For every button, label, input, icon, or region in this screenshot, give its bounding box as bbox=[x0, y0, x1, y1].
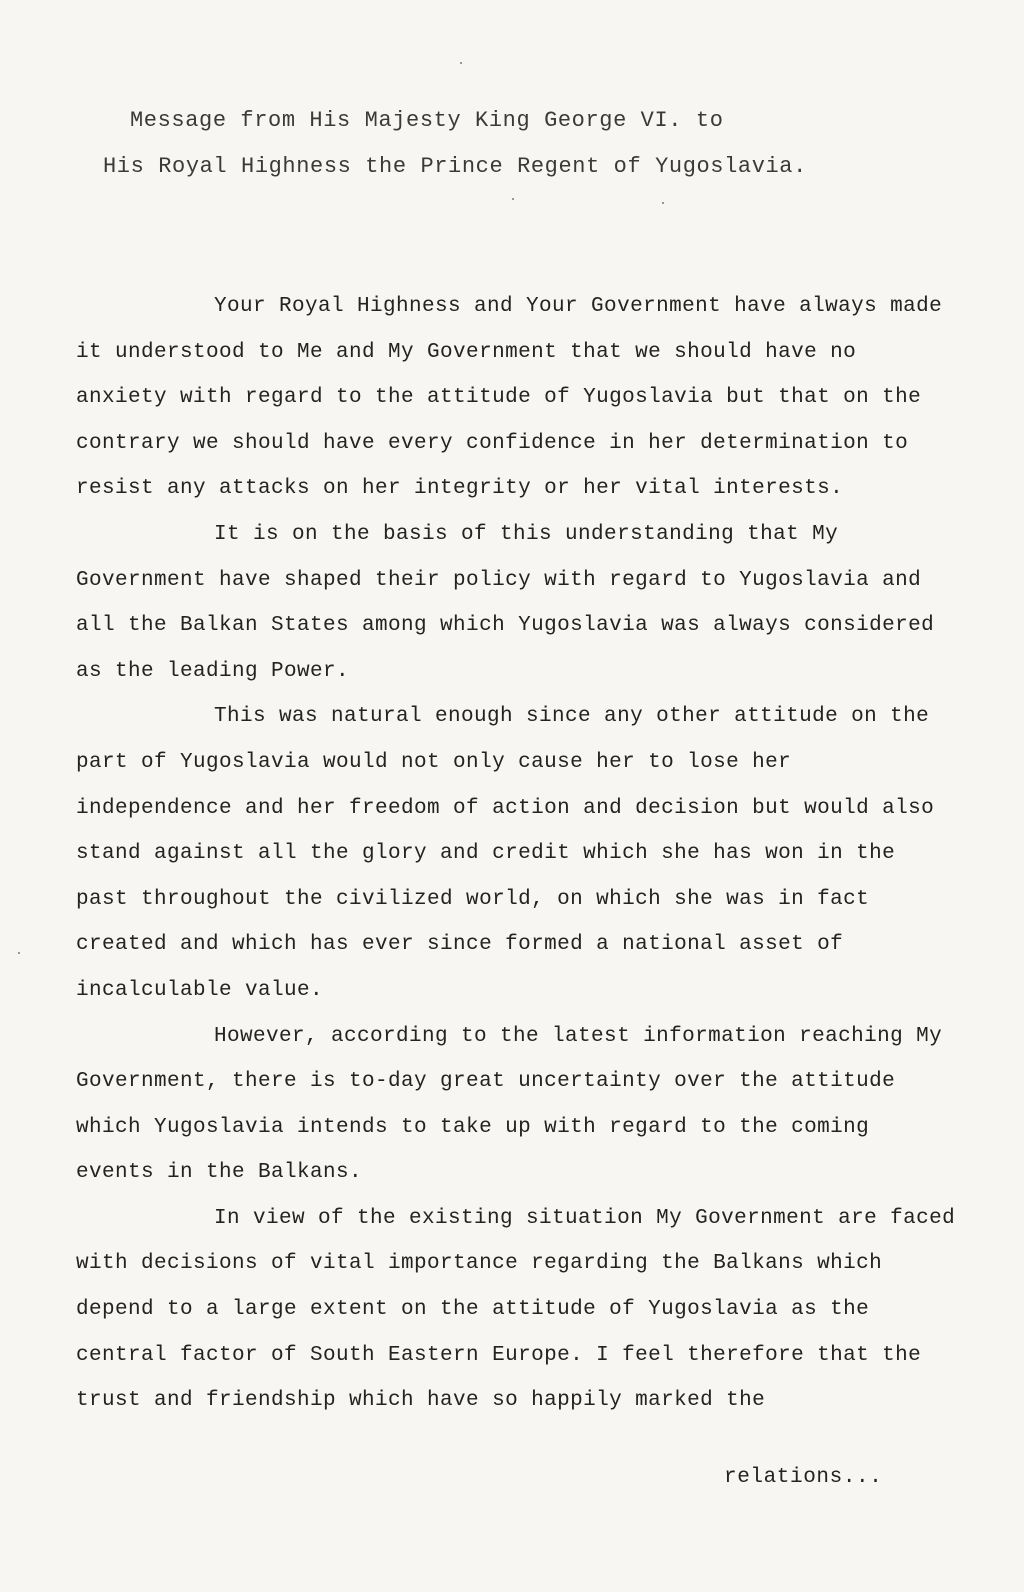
heading-line-1: Message from His Majesty King George VI. to bbox=[130, 108, 724, 133]
paragraph-4: However, according to the latest information reaching My Government, there is to-day great uncertainty over the attitude which Yugoslavia intends to take up with regard to the coming events in the Balkans. bbox=[76, 1024, 943, 1185]
letter-body bbox=[76, 284, 956, 1424]
paragraph-2: It is on the basis of this understanding that My Government have shaped their policy with regard to Yugoslavia and all the Balkan States among which Yugoslavia was always considered as the leading Power. bbox=[76, 522, 935, 683]
paper-speck bbox=[18, 952, 20, 954]
paragraph-1: Your Royal Highness and Your Government have always made it understood to Me and My Government that we should have no anxiety with regard to the attitude of Yugoslavia but that on the contrary we should have every confidence in her determination to resist any attacks on her integrity or her vital interests. bbox=[76, 295, 943, 501]
heading-line-2: His Royal Highness the Prince Regent of Yugoslavia. bbox=[103, 154, 807, 179]
paper-speck bbox=[460, 62, 462, 64]
paragraph-3: This was natural enough since any other attitude on the part of Yugoslavia would not only cause her to lose her independence and her freedom of action and decision but would also stand against all the glory and credit which she has won in the past throughout the civilized world, on which she was in fact created and which has ever since formed a national asset of incalculable value. bbox=[76, 705, 935, 1002]
paper-speck bbox=[512, 198, 514, 200]
paragraph-5: In view of the existing situation My Government are faced with decisions of vital importance regarding the Balkans which depend to a large extent on the attitude of Yugoslavia as the central factor of South Eastern Europe. I feel therefore that the trust and friendship which have so happily marked the bbox=[76, 1206, 956, 1413]
paper-speck bbox=[662, 202, 664, 204]
continuation-catchword: relations... bbox=[724, 1466, 883, 1489]
